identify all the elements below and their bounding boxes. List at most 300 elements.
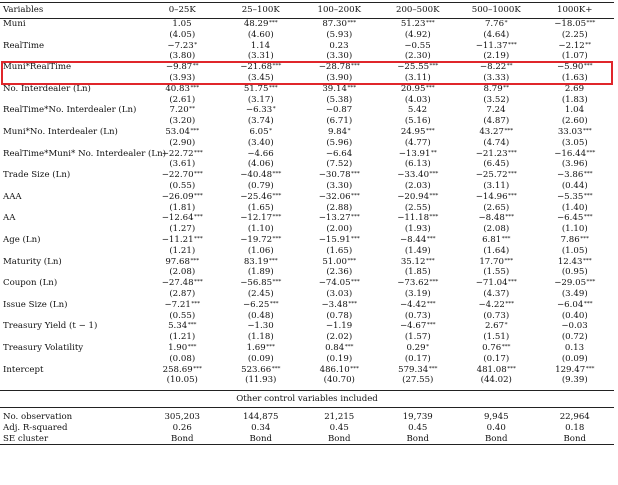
standard-error-cell: (3.03): [326, 288, 353, 299]
standard-error-cell: (1.57): [404, 332, 431, 343]
significance-stars: ***: [429, 192, 439, 199]
standard-error-cell: (4.60): [247, 29, 274, 40]
table-header-row: [0, 3, 614, 19]
coefficient-cell: [536, 321, 615, 332]
significance-stars: ***: [268, 20, 278, 26]
standard-error-row: [0, 203, 614, 214]
coefficient-value: 0.76: [482, 342, 502, 353]
coefficient-value: 1.90: [168, 342, 188, 353]
coefficient-value: 51.75: [243, 83, 269, 94]
standard-error-cell: (6.13): [404, 159, 431, 170]
significance-stars: ***: [272, 192, 282, 199]
coefficient-cell: [457, 278, 536, 289]
significance-stars: **: [431, 149, 437, 156]
coefficient-cell: [300, 19, 379, 30]
significance-stars: ***: [190, 257, 200, 264]
coefficient-value: 7.20: [169, 105, 189, 116]
significance-stars: ***: [191, 300, 201, 307]
variable-label: Treasury Volatility: [3, 342, 84, 353]
significance-stars: ***: [583, 300, 593, 307]
coefficient-value: 83.19: [243, 256, 269, 267]
coefficient-cell: [143, 278, 222, 289]
empty-label: [0, 73, 143, 84]
standard-error-cell: (1.10): [247, 224, 274, 235]
standard-error-cell: (2.25): [561, 29, 588, 40]
coefficient-cell: [143, 62, 222, 73]
standard-error-cell: (1.06): [247, 245, 274, 256]
standard-error-cell: (0.44): [561, 180, 588, 191]
significance-stars: ***: [426, 300, 436, 307]
standard-error-cell: (1.21): [169, 245, 196, 256]
variable-label: Muni*No. Interdealer (Ln): [3, 126, 118, 137]
significance-stars: ***: [504, 127, 514, 134]
coefficient-value: −1.30: [247, 321, 274, 332]
coefficient-value: −28.78: [318, 62, 351, 73]
standard-error-cell: (2.30): [404, 51, 431, 62]
variable-label: Trade Size (Ln): [3, 170, 71, 181]
significance-stars: ***: [582, 127, 592, 134]
variable-label: RealTime*Muni* No. Interdealer (Ln): [3, 148, 166, 159]
coefficient-cell: [457, 62, 536, 73]
coefficient-cell: [222, 192, 301, 203]
coefficient-cell: [536, 365, 615, 376]
coefficient-cell: [379, 41, 458, 52]
coefficient-value: 51.23: [400, 19, 426, 29]
coefficient-value: −3.48: [321, 299, 348, 310]
significance-stars: ***: [351, 214, 360, 221]
coefficient-value: 17.70: [479, 256, 504, 267]
coefficient-cell: [143, 41, 222, 52]
significance-stars: ***: [347, 20, 357, 26]
significance-stars: ***: [425, 20, 435, 26]
coefficient-value: 481.08: [476, 364, 507, 375]
coefficient-cell: [457, 192, 536, 203]
coefficient-cell: [457, 343, 536, 354]
standard-error-cell: (1.10): [561, 224, 588, 235]
standard-error-cell: (2.87): [169, 288, 196, 299]
coefficient-cell: [536, 170, 615, 181]
significance-stars: ***: [429, 214, 439, 221]
significance-stars: ***: [344, 343, 354, 350]
coefficient-value: 53.04: [165, 126, 190, 137]
standard-error-cell: (1.65): [326, 245, 353, 256]
coefficient-cell: [379, 19, 458, 30]
coefficient-value: −6.45: [556, 213, 584, 224]
coefficient-value: −27.48: [161, 278, 194, 289]
standard-error-cell: (4.87): [483, 116, 510, 127]
coefficient-value: 1.69: [246, 342, 266, 353]
coefficient-value: −19.72: [240, 234, 273, 245]
coefficient-cell: [143, 213, 222, 224]
standard-error-cell: (2.00): [326, 224, 353, 235]
standard-error-row: [0, 246, 614, 257]
standard-error-cell: (2.61): [169, 94, 196, 105]
standard-error-row: [0, 289, 614, 300]
coefficient-value: −4.22: [478, 299, 505, 310]
coefficient-value: 1.04: [564, 105, 585, 116]
coefficient-value: 0.13: [564, 342, 585, 353]
standard-error-cell: (40.70): [323, 375, 355, 386]
coefficient-row: [0, 62, 614, 73]
coefficient-value: −25.46: [240, 191, 273, 202]
coefficient-row: [0, 257, 614, 268]
coefficient-value: −3.86: [556, 170, 584, 181]
significance-stars: ***: [583, 63, 593, 70]
standard-error-cell: (1.07): [561, 51, 588, 62]
coefficient-cell: [143, 343, 222, 354]
coefficient-cell: [536, 149, 615, 160]
significance-stars: ***: [347, 84, 357, 91]
significance-stars: ***: [429, 63, 439, 70]
standard-error-cell: (1.85): [404, 267, 431, 278]
significance-stars: ***: [194, 235, 203, 242]
column-header: 0–25K: [143, 3, 222, 19]
significance-stars: ***: [272, 235, 282, 242]
significance-stars: ***: [429, 171, 439, 178]
coefficient-value: −0.03: [561, 321, 588, 332]
empty-label: [0, 138, 143, 149]
coefficient-value: −20.94: [397, 191, 430, 202]
coefficient-row: [0, 170, 614, 181]
coefficient-value: −40.48: [240, 170, 273, 181]
standard-error-cell: (3.80): [169, 51, 196, 62]
coefficient-value: 35.12: [400, 256, 426, 267]
coefficient-value: 6.81: [482, 234, 502, 245]
coefficient-cell: [379, 62, 458, 73]
coefficient-cell: [222, 300, 301, 311]
variable-label: Maturity (Ln): [3, 256, 62, 267]
significance-stars: ***: [426, 322, 436, 329]
standard-error-cell: (0.72): [561, 332, 588, 343]
coefficient-cell: [143, 84, 222, 95]
coefficient-cell: [379, 257, 458, 268]
standard-error-cell: (0.19): [326, 353, 353, 364]
significance-stars: ***: [583, 214, 593, 221]
empty-label: [0, 181, 143, 192]
coefficient-value: 523.66: [241, 364, 272, 375]
footer-value: 305,203: [164, 412, 201, 423]
significance-stars: ***: [508, 41, 517, 48]
coefficient-value: −5.35: [556, 191, 584, 202]
coefficient-cell: [300, 84, 379, 95]
coefficient-cell: [143, 321, 222, 332]
standard-error-cell: (5.16): [404, 116, 431, 127]
coefficient-value: −11.37: [475, 40, 508, 51]
coefficient-value: −0.55: [404, 40, 431, 51]
coefficient-value: −6.25: [242, 299, 270, 310]
coefficient-value: −13.91: [398, 148, 431, 159]
coefficient-cell: [379, 192, 458, 203]
standard-error-cell: (2.02): [326, 332, 353, 343]
significance-stars: ***: [268, 257, 278, 264]
footer-value: 22,964: [559, 412, 590, 423]
standard-error-cell: (3.96): [561, 159, 588, 170]
coefficient-value: 1.05: [172, 19, 192, 29]
significance-stars: *: [426, 343, 430, 350]
footer-row: [0, 412, 614, 423]
coefficient-value: −5.90: [556, 62, 584, 73]
coefficient-row: [0, 149, 614, 160]
footer-row: [0, 434, 614, 445]
coefficient-value: −9.87: [165, 62, 193, 73]
significance-stars: ***: [268, 84, 278, 91]
coefficient-cell: [536, 213, 615, 224]
standard-error-cell: (3.61): [169, 159, 196, 170]
coefficient-value: −7.23: [167, 40, 194, 51]
standard-error-cell: (3.30): [326, 180, 353, 191]
standard-error-row: [0, 30, 614, 41]
coefficient-cell: [143, 192, 222, 203]
footer-value: 0.26: [172, 422, 192, 433]
coefficient-cell: [457, 300, 536, 311]
regression-table: [0, 2, 614, 445]
coefficient-value: −4.42: [399, 299, 427, 310]
coefficient-cell: [536, 19, 615, 30]
coefficient-value: 20.95: [400, 83, 426, 94]
coefficient-cell: [143, 365, 222, 376]
significance-stars: ***: [194, 192, 203, 199]
standard-error-row: [0, 224, 614, 235]
standard-error-cell: (0.78): [326, 310, 353, 321]
coefficient-value: −21.23: [475, 148, 508, 159]
significance-stars: ***: [187, 343, 197, 350]
significance-stars: ***: [351, 192, 360, 199]
variable-label: Coupon (Ln): [3, 278, 58, 289]
coefficient-cell: [143, 300, 222, 311]
coefficient-value: 8.79: [483, 83, 503, 94]
coefficient-cell: [300, 41, 379, 52]
empty-label: [0, 116, 143, 127]
footer-value: 19,739: [402, 412, 433, 423]
standard-error-cell: (7.52): [326, 159, 353, 170]
coefficient-cell: [536, 257, 615, 268]
standard-error-cell: (2.45): [247, 288, 274, 299]
coefficient-value: −8.22: [479, 62, 507, 73]
standard-error-row: [0, 159, 614, 170]
coefficient-value: −6.64: [325, 148, 353, 159]
empty-label: [0, 159, 143, 170]
coefficient-cell: [457, 257, 536, 268]
standard-error-cell: (4.64): [483, 29, 510, 40]
significance-stars: ***: [586, 20, 596, 26]
significance-stars: ***: [504, 257, 514, 264]
standard-error-cell: (11.93): [245, 375, 277, 386]
significance-stars: ***: [351, 235, 360, 242]
standard-error-cell: (44.02): [480, 375, 512, 386]
coefficient-cell: [536, 343, 615, 354]
coefficient-cell: [300, 257, 379, 268]
coefficient-cell: [457, 213, 536, 224]
coefficient-cell: [300, 127, 379, 138]
standard-error-cell: (1.21): [169, 332, 196, 343]
coefficient-value: −74.05: [318, 278, 351, 289]
standard-error-cell: (2.55): [404, 202, 431, 213]
standard-error-cell: (0.95): [561, 267, 588, 278]
standard-error-cell: (0.79): [247, 180, 274, 191]
standard-error-cell: (2.65): [483, 202, 510, 213]
coefficient-cell: [536, 41, 615, 52]
significance-stars: ***: [585, 365, 595, 372]
significance-stars: ***: [266, 343, 275, 350]
standard-error-row: [0, 73, 614, 84]
coefficient-cell: [379, 300, 458, 311]
coefficient-value: −56.85: [240, 278, 273, 289]
standard-error-cell: (1.51): [483, 332, 510, 343]
coefficient-value: −18.05: [554, 19, 587, 29]
coefficient-value: −11.18: [397, 213, 430, 224]
coefficient-cell: [222, 127, 301, 138]
standard-error-cell: (4.06): [247, 159, 274, 170]
coefficient-cell: [379, 105, 458, 116]
coefficient-cell: [222, 84, 301, 95]
column-header: 200–500K: [379, 3, 458, 19]
coefficient-value: 87.30: [322, 19, 347, 29]
coefficient-cell: [379, 84, 458, 95]
footer-value: 144,875: [242, 412, 279, 423]
standard-error-cell: (0.40): [561, 310, 588, 321]
standard-error-cell: (4.37): [483, 288, 510, 299]
footer-row: [0, 423, 614, 434]
significance-stars: **: [189, 106, 195, 113]
coefficient-value: 51.00: [322, 256, 347, 267]
standard-error-cell: (3.11): [404, 72, 431, 83]
significance-stars: ***: [272, 171, 282, 178]
coefficient-value: 39.14: [322, 83, 347, 94]
coefficient-cell: [536, 278, 615, 289]
standard-error-cell: (3.74): [247, 116, 274, 127]
coefficient-value: 9.84: [327, 126, 348, 137]
variable-label: Intercept: [3, 364, 44, 375]
significance-stars: ***: [583, 192, 593, 199]
significance-stars: *: [194, 41, 198, 48]
coefficient-row: [0, 19, 614, 30]
coefficient-value: −32.06: [318, 191, 351, 202]
significance-stars: ***: [194, 279, 203, 286]
footer-label: No. observation: [3, 412, 73, 423]
footer-label: Adj. R-squared: [3, 422, 68, 433]
coefficient-cell: [143, 19, 222, 30]
significance-stars: ***: [269, 300, 279, 307]
coefficient-value: −13.27: [318, 213, 351, 224]
column-header: 25–100K: [222, 3, 301, 19]
standard-error-cell: (3.45): [247, 72, 274, 83]
standard-error-cell: (4.05): [169, 29, 196, 40]
significance-stars: ***: [508, 279, 517, 286]
coefficient-value: −73.62: [397, 278, 430, 289]
standard-error-cell: (3.05): [561, 137, 588, 148]
empty-label: [0, 95, 143, 106]
standard-error-cell: (5.38): [326, 94, 353, 105]
controls-note-row: [0, 391, 614, 408]
coefficient-value: 579.34: [398, 364, 429, 375]
coefficient-value: −22.70: [161, 170, 194, 181]
standard-error-cell: (3.20): [169, 116, 196, 127]
coefficient-cell: [457, 127, 536, 138]
standard-error-cell: (1.93): [404, 224, 431, 235]
standard-error-row: [0, 95, 614, 106]
coefficient-value: −15.91: [318, 234, 351, 245]
coefficient-cell: [222, 321, 301, 332]
coefficient-value: −30.78: [318, 170, 351, 181]
significance-stars: ***: [582, 257, 592, 264]
standard-error-cell: (2.03): [404, 180, 431, 191]
variable-label: RealTime: [3, 40, 45, 51]
significance-stars: ***: [425, 84, 435, 91]
standard-error-cell: (2.08): [169, 267, 196, 278]
significance-stars: ***: [501, 235, 511, 242]
empty-label: [0, 203, 143, 214]
significance-stars: ***: [272, 214, 282, 221]
standard-error-cell: (0.09): [247, 353, 274, 364]
standard-error-cell: (4.77): [404, 137, 431, 148]
coefficient-cell: [143, 105, 222, 116]
coefficient-value: 2.69: [564, 83, 585, 94]
standard-error-cell: (0.73): [404, 310, 431, 321]
footer-label: SE cluster: [0, 434, 143, 445]
standard-error-cell: (2.36): [326, 267, 353, 278]
standard-error-cell: (0.55): [169, 180, 196, 191]
variable-label: Muni: [3, 19, 26, 29]
coefficient-cell: [536, 105, 615, 116]
significance-stars: ***: [190, 127, 200, 134]
coefficient-cell: [457, 41, 536, 52]
coefficient-cell: [379, 127, 458, 138]
coefficient-value: −6.33: [245, 105, 273, 116]
standard-error-row: [0, 375, 614, 386]
coefficient-cell: [300, 235, 379, 246]
coefficient-cell: [379, 170, 458, 181]
empty-label: [0, 30, 143, 41]
coefficient-value: 12.43: [557, 256, 583, 267]
significance-stars: *: [504, 20, 508, 26]
standard-error-row: [0, 51, 614, 62]
footer-value: Bond: [143, 434, 222, 445]
coefficient-cell: [457, 170, 536, 181]
coefficient-cell: [300, 170, 379, 181]
significance-stars: ***: [348, 300, 358, 307]
column-header: 1000K+: [536, 3, 615, 19]
coefficient-cell: [536, 84, 615, 95]
coefficient-value: 7.24: [486, 105, 506, 116]
coefficient-cell: [222, 365, 301, 376]
column-header: 100–200K: [300, 3, 379, 19]
significance-stars: ***: [193, 365, 202, 372]
coefficient-cell: [457, 321, 536, 332]
standard-error-cell: (0.09): [561, 353, 588, 364]
coefficient-cell: [536, 235, 615, 246]
coefficient-value: −4.66: [247, 148, 274, 159]
coefficient-cell: [457, 19, 536, 30]
coefficient-value: 0.23: [329, 40, 349, 51]
empty-label: [0, 51, 143, 62]
standard-error-cell: (4.92): [404, 29, 431, 40]
coefficient-cell: [379, 149, 458, 160]
standard-error-row: [0, 354, 614, 365]
standard-error-cell: (1.40): [561, 202, 588, 213]
coefficient-value: 5.34: [168, 321, 188, 332]
significance-stars: ***: [187, 322, 197, 329]
coefficient-row: [0, 321, 614, 332]
standard-error-cell: (0.17): [483, 353, 510, 364]
empty-label: [0, 375, 143, 386]
standard-error-cell: (5.96): [326, 137, 353, 148]
standard-error-cell: (3.40): [247, 137, 274, 148]
significance-stars: ***: [586, 149, 596, 156]
significance-stars: ***: [425, 257, 435, 264]
standard-error-cell: (3.33): [483, 72, 510, 83]
coefficient-value: 0.84: [325, 342, 345, 353]
coefficient-value: −22.72: [161, 148, 194, 159]
